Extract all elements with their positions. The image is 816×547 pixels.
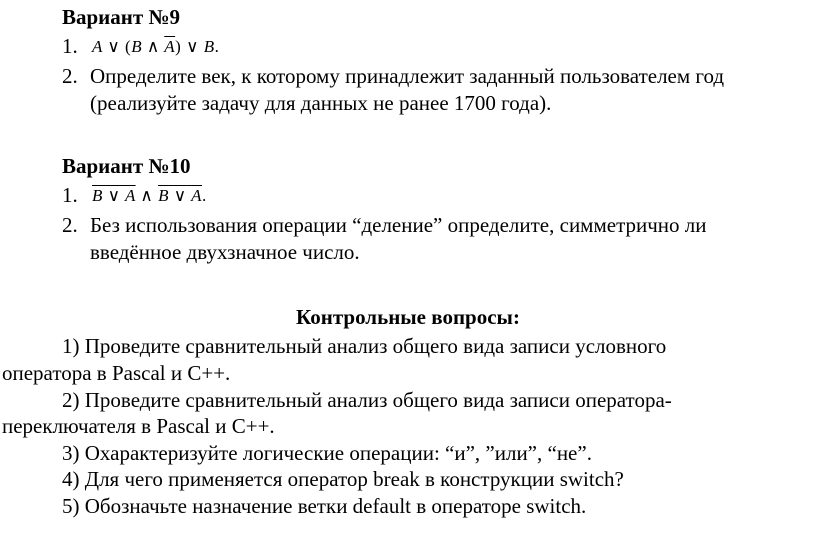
questions-heading: Контрольные вопросы:	[296, 305, 520, 329]
variant10-item2-line2: введённое двухзначное число.	[90, 240, 360, 264]
variant10-item1-number: 1.	[62, 183, 78, 207]
question-3: 3) Охарактеризуйте логические операции: “и”, ”или”, “не”.	[62, 441, 592, 465]
variant9-heading: Вариант №9	[62, 5, 181, 29]
variant10-heading: Вариант №10	[62, 154, 191, 178]
question-5: 5) Обозначьте назначение ветки default в операторе switch.	[62, 494, 587, 518]
variant10-formula: B ∨ A ∧ B ∨ A.	[92, 186, 207, 205]
variant9-item2-number: 2.	[62, 64, 78, 88]
question-2-line1: 2) Проведите сравнительный анализ общего вида записи оператора-	[62, 388, 672, 412]
variant9-item2-line1: Определите век, к которому принадлежит заданный пользователем год	[90, 64, 725, 88]
variant9-item2-line2: (реализуйте задачу для данных не ранее 1700 года).	[90, 91, 552, 115]
question-2-line2: переключателя в Pascal и C++.	[2, 414, 275, 438]
variant9-formula: A ∨ (B ∧ $\overline{A}$) ∨ B.	[92, 37, 220, 56]
question-1-line1: 1) Проведите сравнительный анализ общего вида записи условного	[62, 334, 667, 358]
variant10-item2-line1: Без использования операции “деление” определите, симметрично ли	[90, 213, 707, 237]
variant9-item1-number: 1.	[62, 34, 78, 58]
question-1-line2: оператора в Pascal и C++.	[2, 361, 231, 385]
variant10-item2-number: 2.	[62, 213, 78, 237]
question-4: 4) Для чего применяется оператор break в конструкции switch?	[62, 467, 624, 491]
